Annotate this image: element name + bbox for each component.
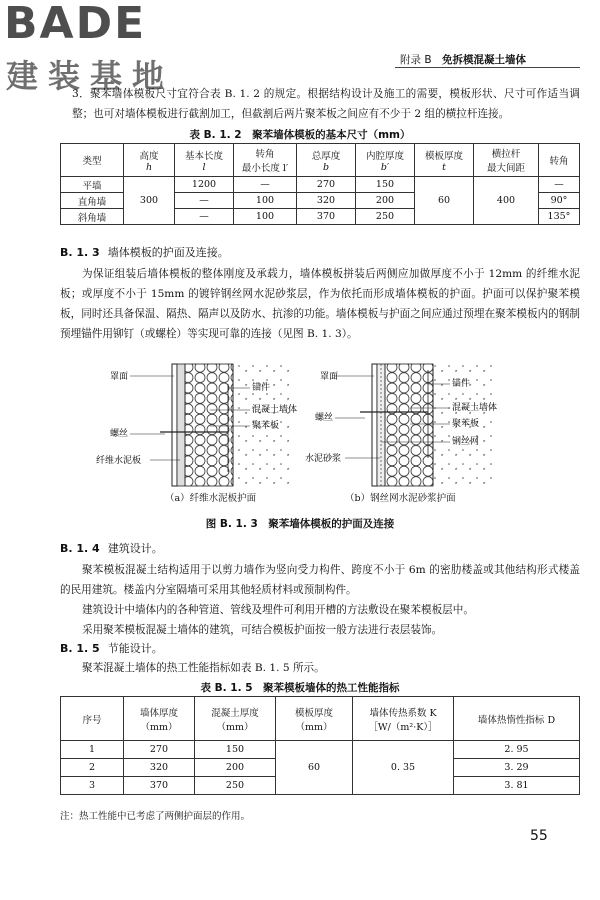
page-number: 55 [530,828,548,844]
t1-h-total: 总厚度 b [297,144,356,177]
table1-caption: 表 B. 1. 2 聚苯墙体模板的基本尺寸（mm） [189,129,411,141]
header-rule [395,67,580,68]
intro-paragraph: 3．聚苯墙体模板尺寸宜符合表 B. 1. 2 的规定。根据结构设计及施工的需要，模板形状、尺寸可作适当调整；也可对墙体模板进行截割加工，但截割后两片聚苯板之间应有不少于 2 组的横拉杆连接。 [72,88,580,120]
fig-b-label-anchor: 锚件 [452,379,471,389]
logo-chinese: 建装基地 [6,57,175,95]
t1-height-cell: 300 [124,177,175,225]
t2-k-cell: 0. 35 [353,741,454,795]
section-b14-p1: 聚苯模板混凝土结构适用于以剪力墙作为竖向受力构件、跨度不小于 6m 的密肋楼盖或其他结构形式楼盖的民用建筑。楼盖内分室隔墙可采用其他轻质材料或预制构件。 [60,564,580,596]
t2-h-k: 墙体传热系数 K ［W/（m²·K）］ [353,697,454,741]
section-b13-heading: B. 1. 3 墙体模板的护面及连接。 [60,246,229,259]
figure-caption: 图 B. 1. 3 聚苯墙体模板的护面及连接 [205,518,395,530]
t1-h-tie: 横拉杆 最大间距 [474,144,539,177]
t1-h-corner-min: 转角 最小长度 l′ [234,144,297,177]
figure-b-subcaption: （b）钢丝网水泥砂浆护面 [345,493,456,504]
running-header [400,52,526,67]
table2-caption: 表 B. 1. 5 聚苯模板墙体的热工性能指标 [200,682,400,694]
figure-a-drawing [96,364,297,486]
table2-note: 注：热工性能中已考虑了两侧护面层的作用。 [60,811,251,822]
section-b15-p1: 聚苯混凝土墙体的热工性能指标如表 B. 1. 5 所示。 [82,662,325,674]
table2-header-row [61,697,580,741]
header-appendix: 附录 B [400,54,432,66]
table-row: 斜角墙 — 100 370 250 135° [61,209,580,225]
logo-wordmark: BADE [4,0,147,49]
t1-tie-cell: 400 [474,177,539,225]
t1-h-height: 高度 h [124,144,175,177]
fig-a-label-concrete: 混凝土墙体 [252,405,298,415]
section-b14-p3: 采用聚苯模板混凝土墙体的建筑，可结合模板护面按一般方法进行表层装饰。 [82,624,443,636]
section-b14-p2: 建筑设计中墙体内的各种管道、管线及埋件可利用开槽的方法敷设在聚苯模板层中。 [82,604,474,616]
fig-a-label-anchor: 锚件 [252,383,271,393]
figure-a-subcaption: （a）纤维水泥板护面 [165,493,257,504]
table-row: 平墙 300 1200 — 270 150 60 400 — [61,177,580,193]
section-b14-heading: B. 1. 4 建筑设计。 [60,542,163,555]
fig-b-label-bolt: 螺丝 [315,413,334,423]
t2-h-no: 序号 [61,697,124,741]
table-thermal-performance [60,696,580,795]
figure-wall-facing [96,362,510,510]
fig-a-label-veneer: 罩面 [110,372,129,382]
t1-h-panel: 模板厚度 t [415,144,474,177]
table-row: 直角墙 — 100 320 200 90° [61,193,580,209]
table-row: 1 270 150 60 0. 35 2. 95 [61,741,580,759]
fig-b-label-veneer: 罩面 [320,372,339,382]
t2-panel-cell: 60 [276,741,353,795]
table-basic-dimensions [60,143,580,225]
table-row: 3 370 250 3. 81 [61,777,580,795]
t2-h-d: 墙体热惰性指标 D [454,697,580,741]
fig-b-label-eps: 聚苯板 [452,419,480,429]
t1-h-type: 类型 [61,144,124,177]
t1-h-corner: 转角 [539,144,580,177]
fig-a-label-eps: 聚苯板 [252,421,280,431]
fig-b-label-mortar: 水泥砂浆 [305,454,342,464]
section-b13-body: 为保证组装后墙体模板的整体刚度及承载力，墙体模板拼装后两侧应加做厚度不小于 12mm 的纤维水泥板；或厚度不小于 15mm 的镀锌钢丝网水泥砂浆层，作为依托而形成墙体模板的护面。护面可以保护聚苯模板，同时还具备保温、隔热、隔声以及防水、抗渗的功能。墙体模板与护面之间应通过预埋在聚苯模板内的钢制预埋锚件用铆钉（或螺栓）等实现可靠的连接（见图 B. 1. 3）。 [60,268,580,340]
t1-h-cavity: 内腔厚度 b′ [356,144,415,177]
t1-panel-cell: 60 [415,177,474,225]
fig-a-label-board: 纤维水泥板 [96,456,142,466]
table1-header-row [61,144,580,177]
header-title: 免拆模混凝土墙体 [442,54,527,66]
fig-b-label-concrete: 混凝土墙体 [452,403,498,413]
fig-a-label-bolt: 螺丝 [110,429,129,439]
t2-h-panel: 模板厚度 （mm） [276,697,353,741]
figure-b-drawing [305,364,497,486]
t2-h-wall: 墙体厚度 （mm） [124,697,195,741]
fig-b-label-mesh: 钢丝网 [452,437,480,447]
t2-h-concrete: 混凝土厚度 （mm） [195,697,276,741]
section-b15-heading: B. 1. 5 节能设计。 [60,642,163,655]
t1-h-length: 基本长度 l [175,144,234,177]
table-row: 2 320 200 3. 29 [61,759,580,777]
